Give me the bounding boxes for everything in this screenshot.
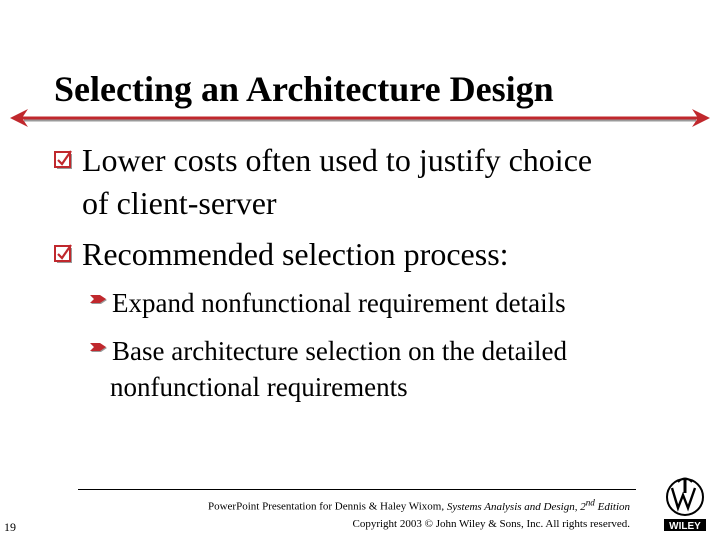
bullet-text: Recommended selection process: [82, 236, 509, 272]
footer-copyright: Copyright 2003 © John Wiley & Sons, Inc. All rights reserved. [352, 517, 630, 530]
footer-edition-sup: nd [585, 497, 595, 507]
footer-line-1 [110, 494, 630, 516]
footer-book-title [446, 497, 630, 513]
checkbox-bullet-icon [54, 244, 74, 264]
bullet-text: of client-server [82, 185, 277, 221]
checkbox-bullet-icon [54, 150, 74, 170]
red-arrow-bullet-icon [88, 291, 108, 307]
footer-divider [78, 489, 636, 490]
footer-book-title-text: Systems Analysis and Design, 2 [446, 500, 586, 513]
double-arrow-divider-icon [10, 106, 710, 130]
footer-prefix: PowerPoint Presentation for Dennis & Haley Wixom, [207, 500, 447, 513]
page-number: 19 [4, 520, 16, 534]
bullet-text: Lower costs often used to justify choice [82, 142, 593, 178]
slide-title: Selecting an Architecture Design [54, 69, 554, 109]
footer-credits [110, 494, 630, 533]
sub-bullet-text: nonfunctional requirements [110, 372, 408, 402]
footer-edition-suffix: Edition [594, 500, 630, 513]
wiley-logo [660, 475, 710, 533]
sub-bullet-text: Base architecture selection on the detailed [112, 336, 568, 366]
red-arrow-bullet-icon [88, 339, 108, 355]
sub-bullet-text: Expand nonfunctional requirement details [112, 288, 566, 318]
logo-text: WILEY [669, 521, 701, 532]
